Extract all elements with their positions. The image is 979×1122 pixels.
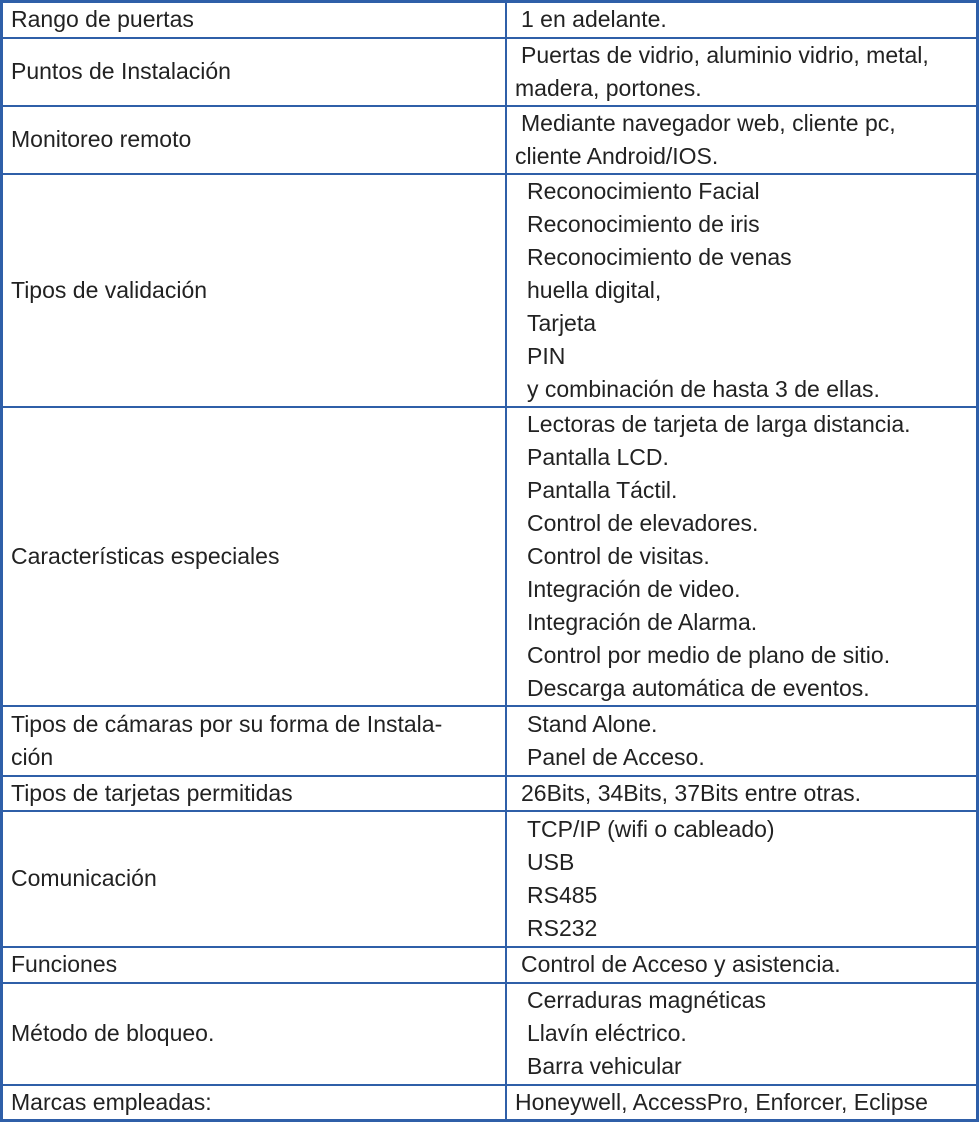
row-label [2,811,507,947]
table-row [2,106,978,174]
row-label [2,174,507,407]
value-line: Mediante navegador web, cliente pc, [521,109,896,136]
row-value [506,407,978,706]
value-line: Puertas de vidrio, aluminio vidrio, metal, [521,41,929,68]
table-row [2,706,978,776]
table-row [2,811,978,947]
list-item: RS232 [527,914,598,941]
list-item: PIN [527,342,566,369]
value-text: Honeywell, AccessPro, Enforcer, Eclipse [515,1088,928,1115]
table-row [2,2,978,38]
row-value [506,174,978,407]
label-text: Rango de puertas [11,6,194,33]
row-value [506,38,978,106]
row-label [2,706,507,776]
row-label [2,947,507,983]
list-item: Reconocimiento de venas [527,243,792,270]
list-item: Control de visitas. [527,542,710,569]
list-item: Reconocimiento de iris [527,210,760,237]
value-text: 1 en adelante. [521,6,667,33]
row-value [506,983,978,1085]
row-label [2,38,507,106]
label-text: Puntos de Instalación [11,58,231,84]
list-item: Tarjeta [527,309,597,336]
value-text: 26Bits, 34Bits, 37Bits entre otras. [521,779,862,806]
label-text: Funciones [11,951,118,977]
row-value [506,2,978,38]
table-row [2,983,978,1085]
table-row [2,776,978,811]
value-line: cliente Android/IOS. [515,142,719,169]
list-item: y combinación de hasta 3 de ellas. [527,375,880,402]
row-label [2,407,507,706]
list-item: Cerraduras magnéticas [527,987,767,1013]
list-item: Integración de Alarma. [527,608,758,635]
row-label [2,106,507,174]
list-item: Pantalla LCD. [527,443,669,470]
list-item: Descarga automática de eventos. [527,674,870,701]
row-label [2,776,507,811]
row-value [506,106,978,174]
label-text: Características especiales [11,542,280,569]
list-item: USB [527,848,575,875]
label-text: Comunicación [11,865,157,891]
row-value [506,947,978,983]
table-row [2,38,978,106]
label-line: ción [11,743,54,770]
list-item: Control de elevadores. [527,509,759,536]
list-item: Lectoras de tarjeta de larga distancia. [527,410,911,437]
row-label [2,2,507,38]
row-value [506,776,978,811]
row-value [506,1085,978,1121]
label-text: Método de bloqueo. [11,1020,215,1046]
value-text: Control de Acceso y asistencia. [521,951,841,977]
list-item: Llavín eléctrico. [527,1020,687,1046]
label-text: Tipos de validación [11,276,208,303]
list-item: Stand Alone. [527,710,658,737]
table-row [2,174,978,407]
list-item: RS485 [527,881,598,908]
table-row [2,1085,978,1121]
list-item: Control por medio de plano de sitio. [527,641,891,668]
list-item: Panel de Acceso. [527,743,705,770]
table-row [2,407,978,706]
row-label [2,1085,507,1121]
list-item: Barra vehicular [527,1053,682,1079]
row-label [2,983,507,1085]
label-text: Marcas empleadas: [11,1088,212,1115]
label-text: Tipos de tarjetas permitidas [11,779,293,806]
value-line: madera, portones. [515,74,702,101]
list-item: Reconocimiento Facial [527,177,760,204]
label-text: Monitoreo remoto [11,126,192,152]
list-item: TCP/IP (wifi o cableado) [527,815,775,842]
row-value [506,706,978,776]
table-row [2,947,978,983]
list-item: huella digital, [527,276,662,303]
list-item: Pantalla Táctil. [527,476,678,503]
list-item: Integración de video. [527,575,741,602]
row-value [506,811,978,947]
label-line: Tipos de cámaras por su forma de Instala- [11,710,443,737]
